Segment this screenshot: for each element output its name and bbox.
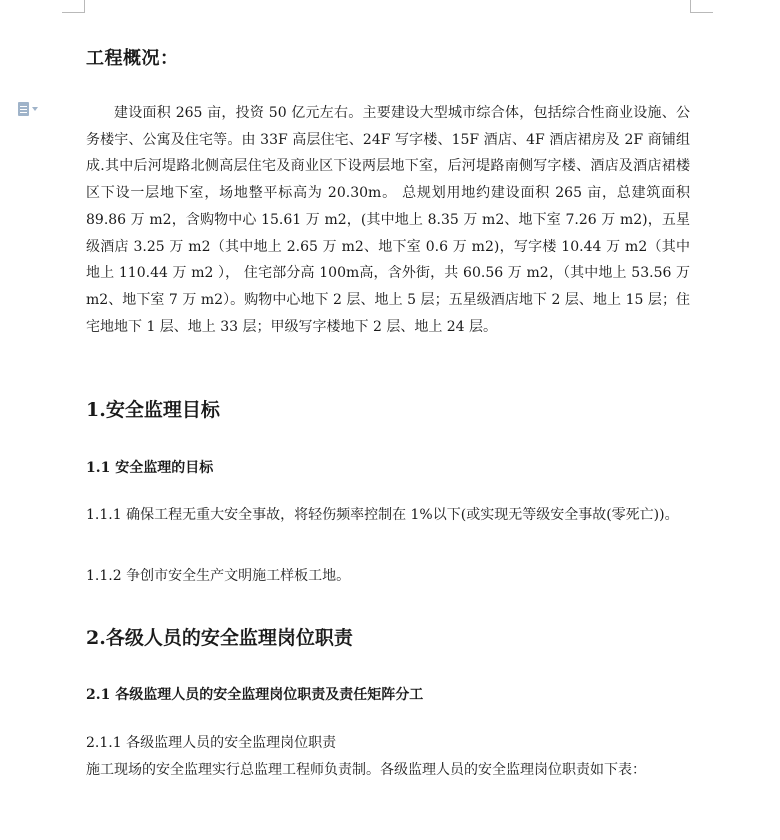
paragraph-layout-icon[interactable] [18,101,48,117]
document-icon [18,102,29,116]
item-1-1-2: 1.1.2 争创市安全生产文明施工样板工地。 [86,568,351,584]
responsibility-paragraph: 施工现场的安全监理实行总监理工程师负责制。各级监理人员的安全监理岗位职责如下表： [86,762,646,778]
page-corner-mark-right [690,0,713,13]
section-1-1-heading: 1.1 安全监理的目标 [86,460,214,476]
chevron-down-icon [32,107,38,111]
section-2-heading: 2.各级人员的安全监理岗位职责 [86,627,353,649]
item-2-1-1: 2.1.1 各级监理人员的安全监理岗位职责 [86,735,337,751]
section-2-1-heading: 2.1 各级监理人员的安全监理岗位职责及责任矩阵分工 [86,687,424,703]
page-title: 工程概况： [86,48,179,69]
section-1-heading: 1.安全监理目标 [86,399,220,421]
item-1-1-1: 1.1.1 确保工程无重大安全事故，将轻伤频率控制在 1%以下(或实现无等级安全事故(零死亡))。 [86,507,679,523]
overview-paragraph[interactable]: 建设面积 265 亩，投资 50 亿元左右。主要建设大型城市综合体，包括综合性商业设施、公务楼宇、公寓及住宅等。由 33F 高层住宅、24F 写字楼、15F 酒店、4F 酒店裙房及 2F 商铺组成.其中后河堤路北侧高层住宅及商业区下设两层地下室，后河堤路南侧写字楼、酒店及酒店裙楼区下设一层地下室，场地整平标高为 20.30m。 总规划用地约建设面积 265 亩，总建筑面积 89.86 万 m2，含购物中心 15.61 万 m2，(其中地上 8.35 万 m2、地下室 7.26 万 m2)，五星级酒店 3.25 万 m2（其中地上 2.65 万 m2、地下室 0.6 万 m2)，写字楼 10.44 万 m2（其中地上 110.44 万 m2 ）， 住宅部分高 100m高，含外街，共 60.56 万 m2，（其中地上 53.56 万 m2、地下室 7 万 m2）。购物中心地下 2 层、地上 5 层；五星级酒店地下 2 层、地上 15 层；住宅地地下 1 层、地上 33 层；甲级写字楼地下 2 层、地上 24 层。 [86,105,690,335]
page-corner-mark-left [62,0,85,13]
